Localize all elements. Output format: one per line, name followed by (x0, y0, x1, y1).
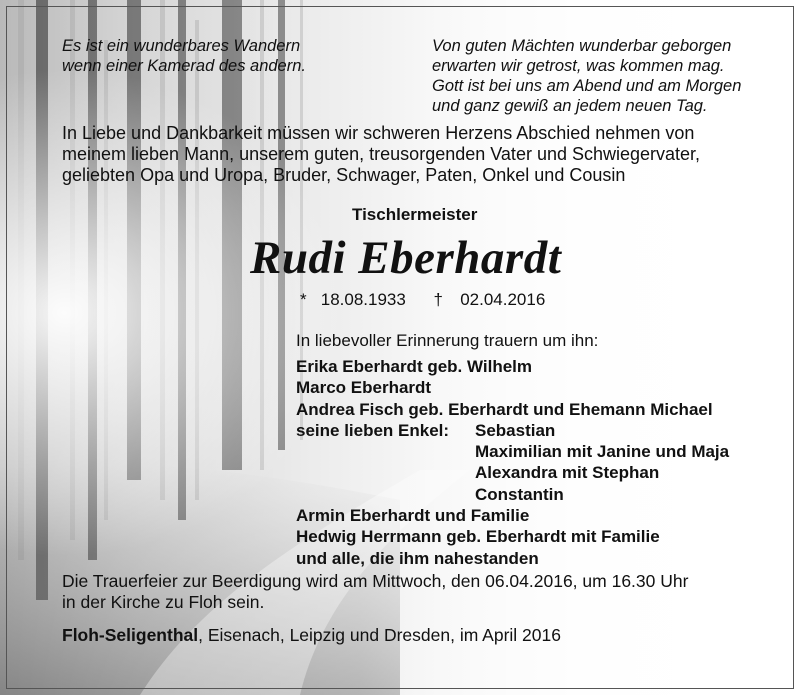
grandchild: Maximilian mit Janine und Maja (475, 442, 730, 462)
life-dates (300, 290, 545, 310)
intro-line: In Liebe und Dankbarkeit müssen wir schweren Herzens Abschied nehmen von (62, 123, 695, 143)
quote-right-line: und ganz gewiß an jedem neuen Tag. (432, 97, 708, 115)
funeral-line: in der Kirche zu Floh sein. (62, 592, 265, 612)
mourning-intro: In liebevoller Erinnerung trauern um ihn: (296, 331, 599, 350)
mourner: Armin Eberhardt und Familie (296, 506, 530, 526)
mourner: und alle, die ihm nahestanden (296, 548, 539, 568)
deceased-name: Rudi Eberhardt (250, 232, 562, 284)
birth-date: 18.08.1933 (320, 290, 406, 309)
places-and-date (62, 625, 561, 646)
mourner: Marco Eberhardt (296, 378, 432, 398)
death-symbol: † (433, 290, 443, 309)
intro-line: meinem lieben Mann, unserem guten, treusorgenden Vater und Schwiegervater, (62, 144, 701, 164)
quote-right-line: Von guten Mächten wunderbar geborgen (432, 37, 732, 55)
funeral-line: Die Trauerfeier zur Beerdigung wird am Mittwoch, den 06.04.2016, um 16.30 Uhr (62, 571, 689, 591)
birth-symbol: * (300, 290, 307, 309)
quote-right-line: erwarten wir getrost, was kommen mag. (432, 57, 725, 75)
death-date: 02.04.2016 (460, 290, 546, 309)
place-rest: , Eisenach, Leipzig und Dresden, im April 2016 (198, 625, 561, 645)
grandchildren-row (296, 420, 729, 441)
grandchild: Constantin (475, 484, 564, 504)
quote-right (432, 36, 741, 116)
mourners-list (296, 356, 729, 569)
mourner: Andrea Fisch geb. Eberhardt und Ehemann Michael (296, 399, 713, 419)
intro-line: geliebten Opa und Uropa, Bruder, Schwager, Paten, Onkel und Cousin (62, 165, 626, 185)
quote-left-line: Es ist ein wunderbares Wandern (62, 37, 301, 55)
grandchildren-label: seine lieben Enkel: (296, 420, 450, 440)
quote-right-line: Gott ist bei uns am Abend und am Morgen (432, 77, 742, 95)
mourner: Erika Eberhardt geb. Wilhelm (296, 357, 533, 376)
quote-left (62, 36, 306, 76)
funeral-info (62, 571, 688, 613)
intro-paragraph (62, 123, 700, 186)
occupation-title: Tischlermeister (352, 205, 478, 224)
grandchild: Sebastian (475, 420, 556, 440)
grandchild: Alexandra mit Stephan (475, 463, 660, 483)
mourner: Hedwig Herrmann geb. Eberhardt mit Familie (296, 527, 660, 547)
quote-left-line: wenn einer Kamerad des andern. (62, 57, 306, 75)
place-main: Floh-Seligenthal (62, 625, 199, 645)
